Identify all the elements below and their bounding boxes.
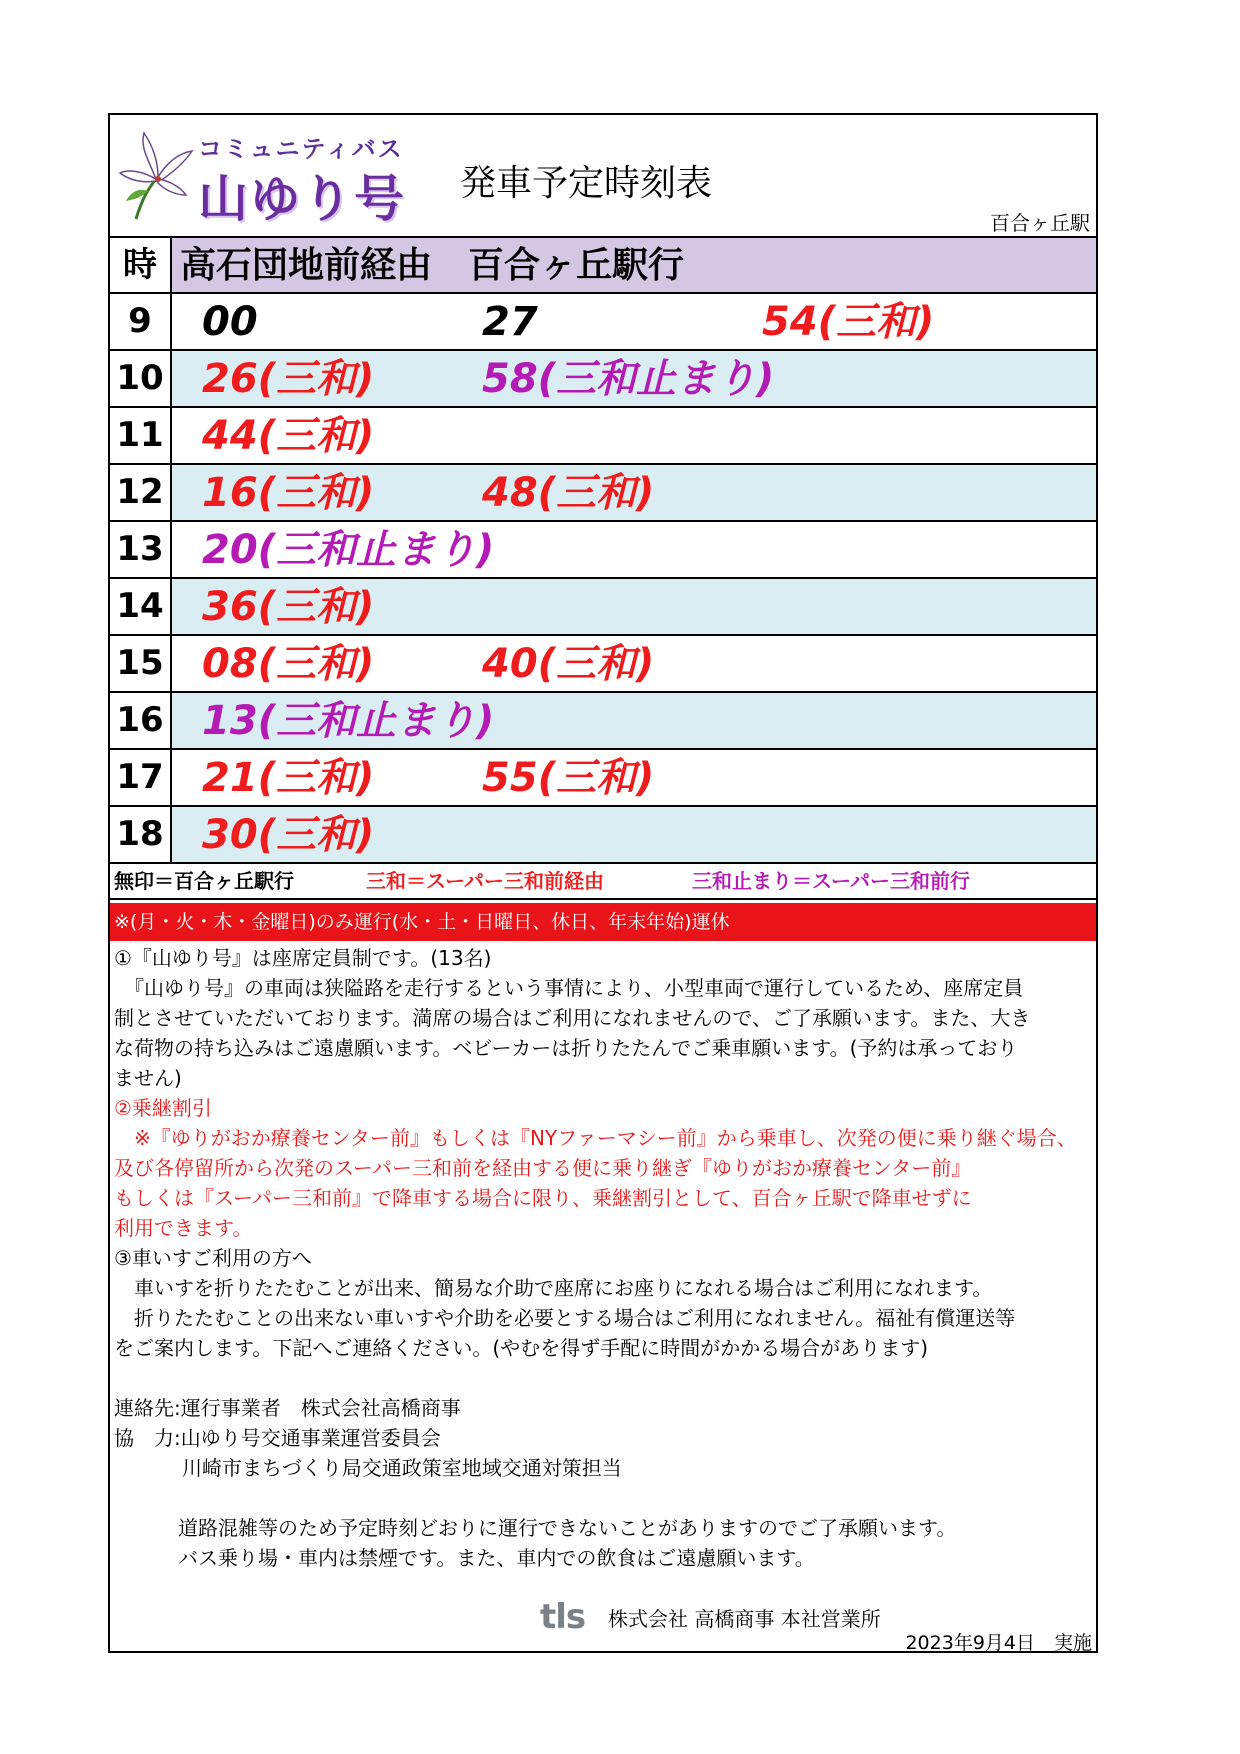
contact-city: 川崎市まちづくり局交通政策室地域交通対策担当 xyxy=(182,1456,622,1480)
spacer xyxy=(114,1363,1089,1393)
note-seat-title: ①『山ゆり号』は座席定員制です。(13名) xyxy=(114,946,492,970)
departure-time: 16(三和) xyxy=(202,470,375,516)
hour-cell: 12 xyxy=(110,465,172,520)
page-title: 発車予定時刻表 xyxy=(460,163,713,204)
timetable-row xyxy=(110,750,1096,807)
hour-cell: 18 xyxy=(110,807,172,862)
hour-cell: 17 xyxy=(110,750,172,805)
spacer xyxy=(114,1483,1089,1513)
departure-time: 36(三和) xyxy=(202,584,375,630)
note-transfer-line: もしくは『スーパー三和前』で降車する場合に限り、乗継割引として、百合ヶ丘駅で降車せずに xyxy=(114,1186,972,1210)
departures-cell xyxy=(172,807,1096,862)
departures-cell xyxy=(172,351,1096,406)
note-transfer-line: 利用できます。 xyxy=(114,1216,253,1240)
note-seat-line: 『山ゆり号』の車両は狭隘路を走行するという事情により、小型車両で運行しているため、座席定員 xyxy=(124,976,1024,1000)
timetable-row xyxy=(110,579,1096,636)
timetable-row xyxy=(110,294,1096,351)
note-transfer-line: ※『ゆりがおか療養センター前』もしくは『NYファーマシー前』から乗車し、次発の便に乗り継ぐ場合、 xyxy=(134,1126,1077,1150)
notes xyxy=(114,943,1089,1573)
tls-logo: tls xyxy=(540,1597,586,1637)
hour-column-header: 時 xyxy=(110,238,172,292)
timetable-row xyxy=(110,693,1096,750)
timetable-row xyxy=(110,807,1096,864)
note-wheelchair-title: ③車いすご利用の方へ xyxy=(114,1246,312,1270)
departure-time: 44(三和) xyxy=(202,413,375,459)
effective-date: 2023年9月4日 実施 xyxy=(905,1632,1092,1654)
departures-cell xyxy=(172,579,1096,634)
contact-operator: 連絡先:運行事業者 株式会社高橋商事 xyxy=(114,1396,461,1420)
departure-time: 40(三和) xyxy=(482,641,655,687)
station-name: 百合ヶ丘駅 xyxy=(990,211,1090,235)
legend-plain: 無印＝百合ヶ丘駅行 xyxy=(114,869,294,893)
operation-notice: ※(月・火・木・金曜日)のみ運行(水・土・日曜日、休日、年末年始)運休 xyxy=(110,903,1096,941)
route-header-cell xyxy=(172,238,1096,292)
departure-time: 00 xyxy=(202,299,258,345)
note-seat-line: な荷物の持ち込みはご遠慮願います。ベビーカーは折りたたんでご乗車願います。(予約は承っており xyxy=(114,1036,1018,1060)
yamayuri-logo xyxy=(118,125,408,228)
logo-title: 山ゆり号 xyxy=(198,170,406,228)
contact-cooperation: 協 力:山ゆり号交通事業運営委員会 xyxy=(114,1426,441,1450)
hour-cell: 9 xyxy=(110,294,172,349)
header xyxy=(110,115,1096,238)
departures-cell xyxy=(172,294,1096,349)
legend-sanwa: 三和＝スーパー三和前経由 xyxy=(366,869,604,893)
note-seat-line: 制とさせていただいております。満席の場合はご利用になれませんので、ご了承願います。また、大き xyxy=(114,1006,1031,1030)
departure-time: 08(三和) xyxy=(202,641,375,687)
footer-company: 株式会社 高橋商事 本社営業所 xyxy=(608,1607,881,1631)
departure-time: 20(三和止まり) xyxy=(202,527,495,573)
departures-cell xyxy=(172,465,1096,520)
legend-sanwa-stop: 三和止まり＝スーパー三和前行 xyxy=(692,869,970,893)
timetable-row xyxy=(110,408,1096,465)
note-wheelchair-line: をご案内します。下記へご連絡ください。(やむを得ず手配に時間がかかる場合があります) xyxy=(114,1336,929,1360)
timetable-row xyxy=(110,465,1096,522)
departure-time: 58(三和止まり) xyxy=(482,356,775,402)
timetable-sheet xyxy=(108,113,1098,1653)
hour-cell: 15 xyxy=(110,636,172,691)
hour-cell: 13 xyxy=(110,522,172,577)
departure-time: 30(三和) xyxy=(202,812,375,858)
timetable xyxy=(110,238,1096,900)
timetable-rows xyxy=(110,294,1096,864)
lily-flower-icon xyxy=(118,129,198,221)
departure-time: 55(三和) xyxy=(482,755,655,801)
departure-time: 26(三和) xyxy=(202,356,375,402)
departure-time: 48(三和) xyxy=(482,470,655,516)
departure-time: 27 xyxy=(482,299,538,345)
note-transfer-title: ②乗継割引 xyxy=(114,1096,212,1120)
departures-cell xyxy=(172,408,1096,463)
timetable-row xyxy=(110,351,1096,408)
timetable-header-row xyxy=(110,238,1096,294)
logo-subtitle: コミュニティバス xyxy=(198,135,404,163)
timetable-row xyxy=(110,522,1096,579)
legend xyxy=(110,864,1096,900)
caution-smoking: バス乗り場・車内は禁煙です。また、車内での飲食はご遠慮願います。 xyxy=(178,1546,815,1570)
hour-cell: 14 xyxy=(110,579,172,634)
legend-row xyxy=(110,864,1096,900)
note-wheelchair-line: 車いすを折りたたむことが出来、簡易な介助で座席にお座りになれる場合はご利用になれます。 xyxy=(134,1276,993,1300)
departures-cell xyxy=(172,636,1096,691)
hour-cell: 10 xyxy=(110,351,172,406)
note-transfer-line: 及び各停留所から次発のスーパー三和前を経由する便に乗り継ぎ『ゆりがおか療養センター前』 xyxy=(114,1156,972,1180)
route-header: 高石団地前経由 百合ヶ丘駅行 xyxy=(180,245,685,286)
hour-cell: 11 xyxy=(110,408,172,463)
departure-time: 13(三和止まり) xyxy=(202,698,495,744)
departures-cell xyxy=(172,522,1096,577)
timetable-row xyxy=(110,636,1096,693)
departure-time: 21(三和) xyxy=(202,755,375,801)
caution-delay: 道路混雑等のため予定時刻どおりに運行できないことがありますのでご了承願います。 xyxy=(178,1516,957,1540)
departure-time: 54(三和) xyxy=(762,299,935,345)
note-seat-line: ません) xyxy=(114,1066,182,1090)
note-wheelchair-line: 折りたたむことの出来ない車いすや介助を必要とする場合はご利用になれません。福祉有償運送等 xyxy=(134,1306,1016,1330)
departures-cell xyxy=(172,693,1096,748)
departures-cell xyxy=(172,750,1096,805)
hour-cell: 16 xyxy=(110,693,172,748)
